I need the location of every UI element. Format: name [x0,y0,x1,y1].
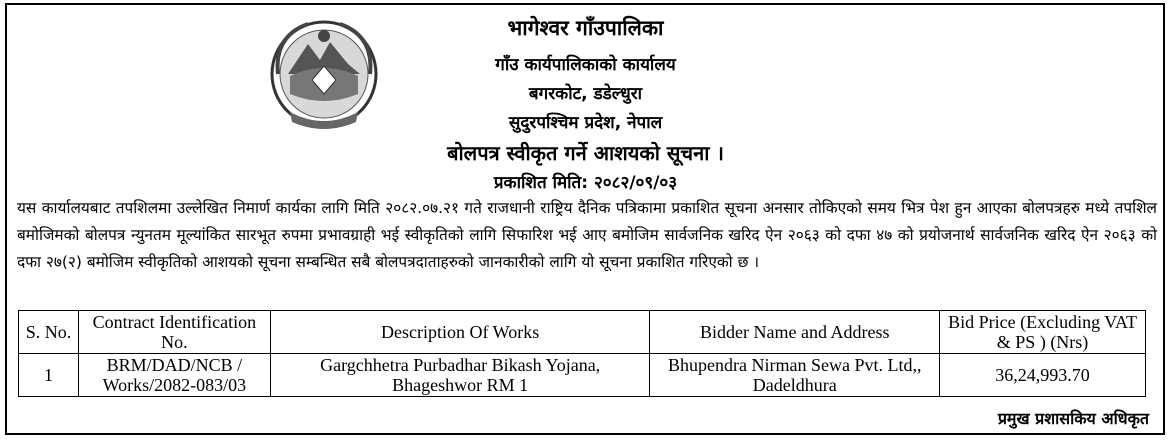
office-location: बगरकोट, डडेल्धुरा [528,84,643,104]
table-header-row [19,311,1146,354]
header-price: Bid Price (Excluding VAT & PS ) (Nrs) [940,311,1146,354]
published-date: प्रकाशित मिति: २०८२/०९/०३ [493,173,678,193]
cell-price: 36,24,993.70 [940,354,1146,397]
header-bidder: Bidder Name and Address [650,311,940,354]
table-row [19,354,1146,397]
cell-contract-id: BRM/DAD/NCB / Works/2082-083/03 [78,354,270,397]
header-sn: S. No. [19,311,79,354]
header-contract-id: Contract Identification No. [78,311,270,354]
signatory: प्रमुख प्रशासकिय अधिकृत [997,409,1149,428]
office-name: गाँउ कार्यपालिकाको कार्यालय [495,55,676,75]
bid-table [18,310,1146,397]
cell-description: Gargchhetra Purbadhar Bikash Yojana, Bhageshwor RM 1 [270,354,650,397]
header-description: Description Of Works [270,311,650,354]
province-name: सुदुरपश्चिम प्रदेश, नेपाल [508,113,663,133]
notice-title: बोलपत्र स्वीकृत गर्ने आशयको सूचना । [447,141,724,165]
notice-body: यस कार्यालयबाट तपशिलमा उल्लेखित निमार्ण कार्यका लागि मिति २०८२.०७.२१ गते राजधानी राष्ट्रिय दैनिक पत्रिकामा प्रकाशित सूचना अनसार तोकिएको समय भित्र पेश हुन आएका बोलपत्रहरु मध्ये तपशिल बमोजिमको बोलपत्र न्युनतम मूल्यांकित सारभूत रुपमा प्रभावग्राही भई स्वीकृतिको लागि सिफारिश भई आए बमोजिम सार्वजनिक खरिद ऐन २०६३ को दफा ४७ को प्रयोजनार्थ सार्वजनिक खरिद ऐन २०६३ को दफा २७(२) बमोजिम स्वीकृतिको आशयको सूचना सम्बन्धित सबै बोलपत्रदाताहरुको जानकारीको लागि यो सूचना प्रकाशित गरिएको छ । [17,199,1157,271]
municipality-name: भागेश्वर गाँउपालिका [507,16,664,40]
cell-bidder: Bhupendra Nirman Sewa Pvt. Ltd,, Dadeldhura [650,354,940,397]
cell-sn: 1 [19,354,79,397]
